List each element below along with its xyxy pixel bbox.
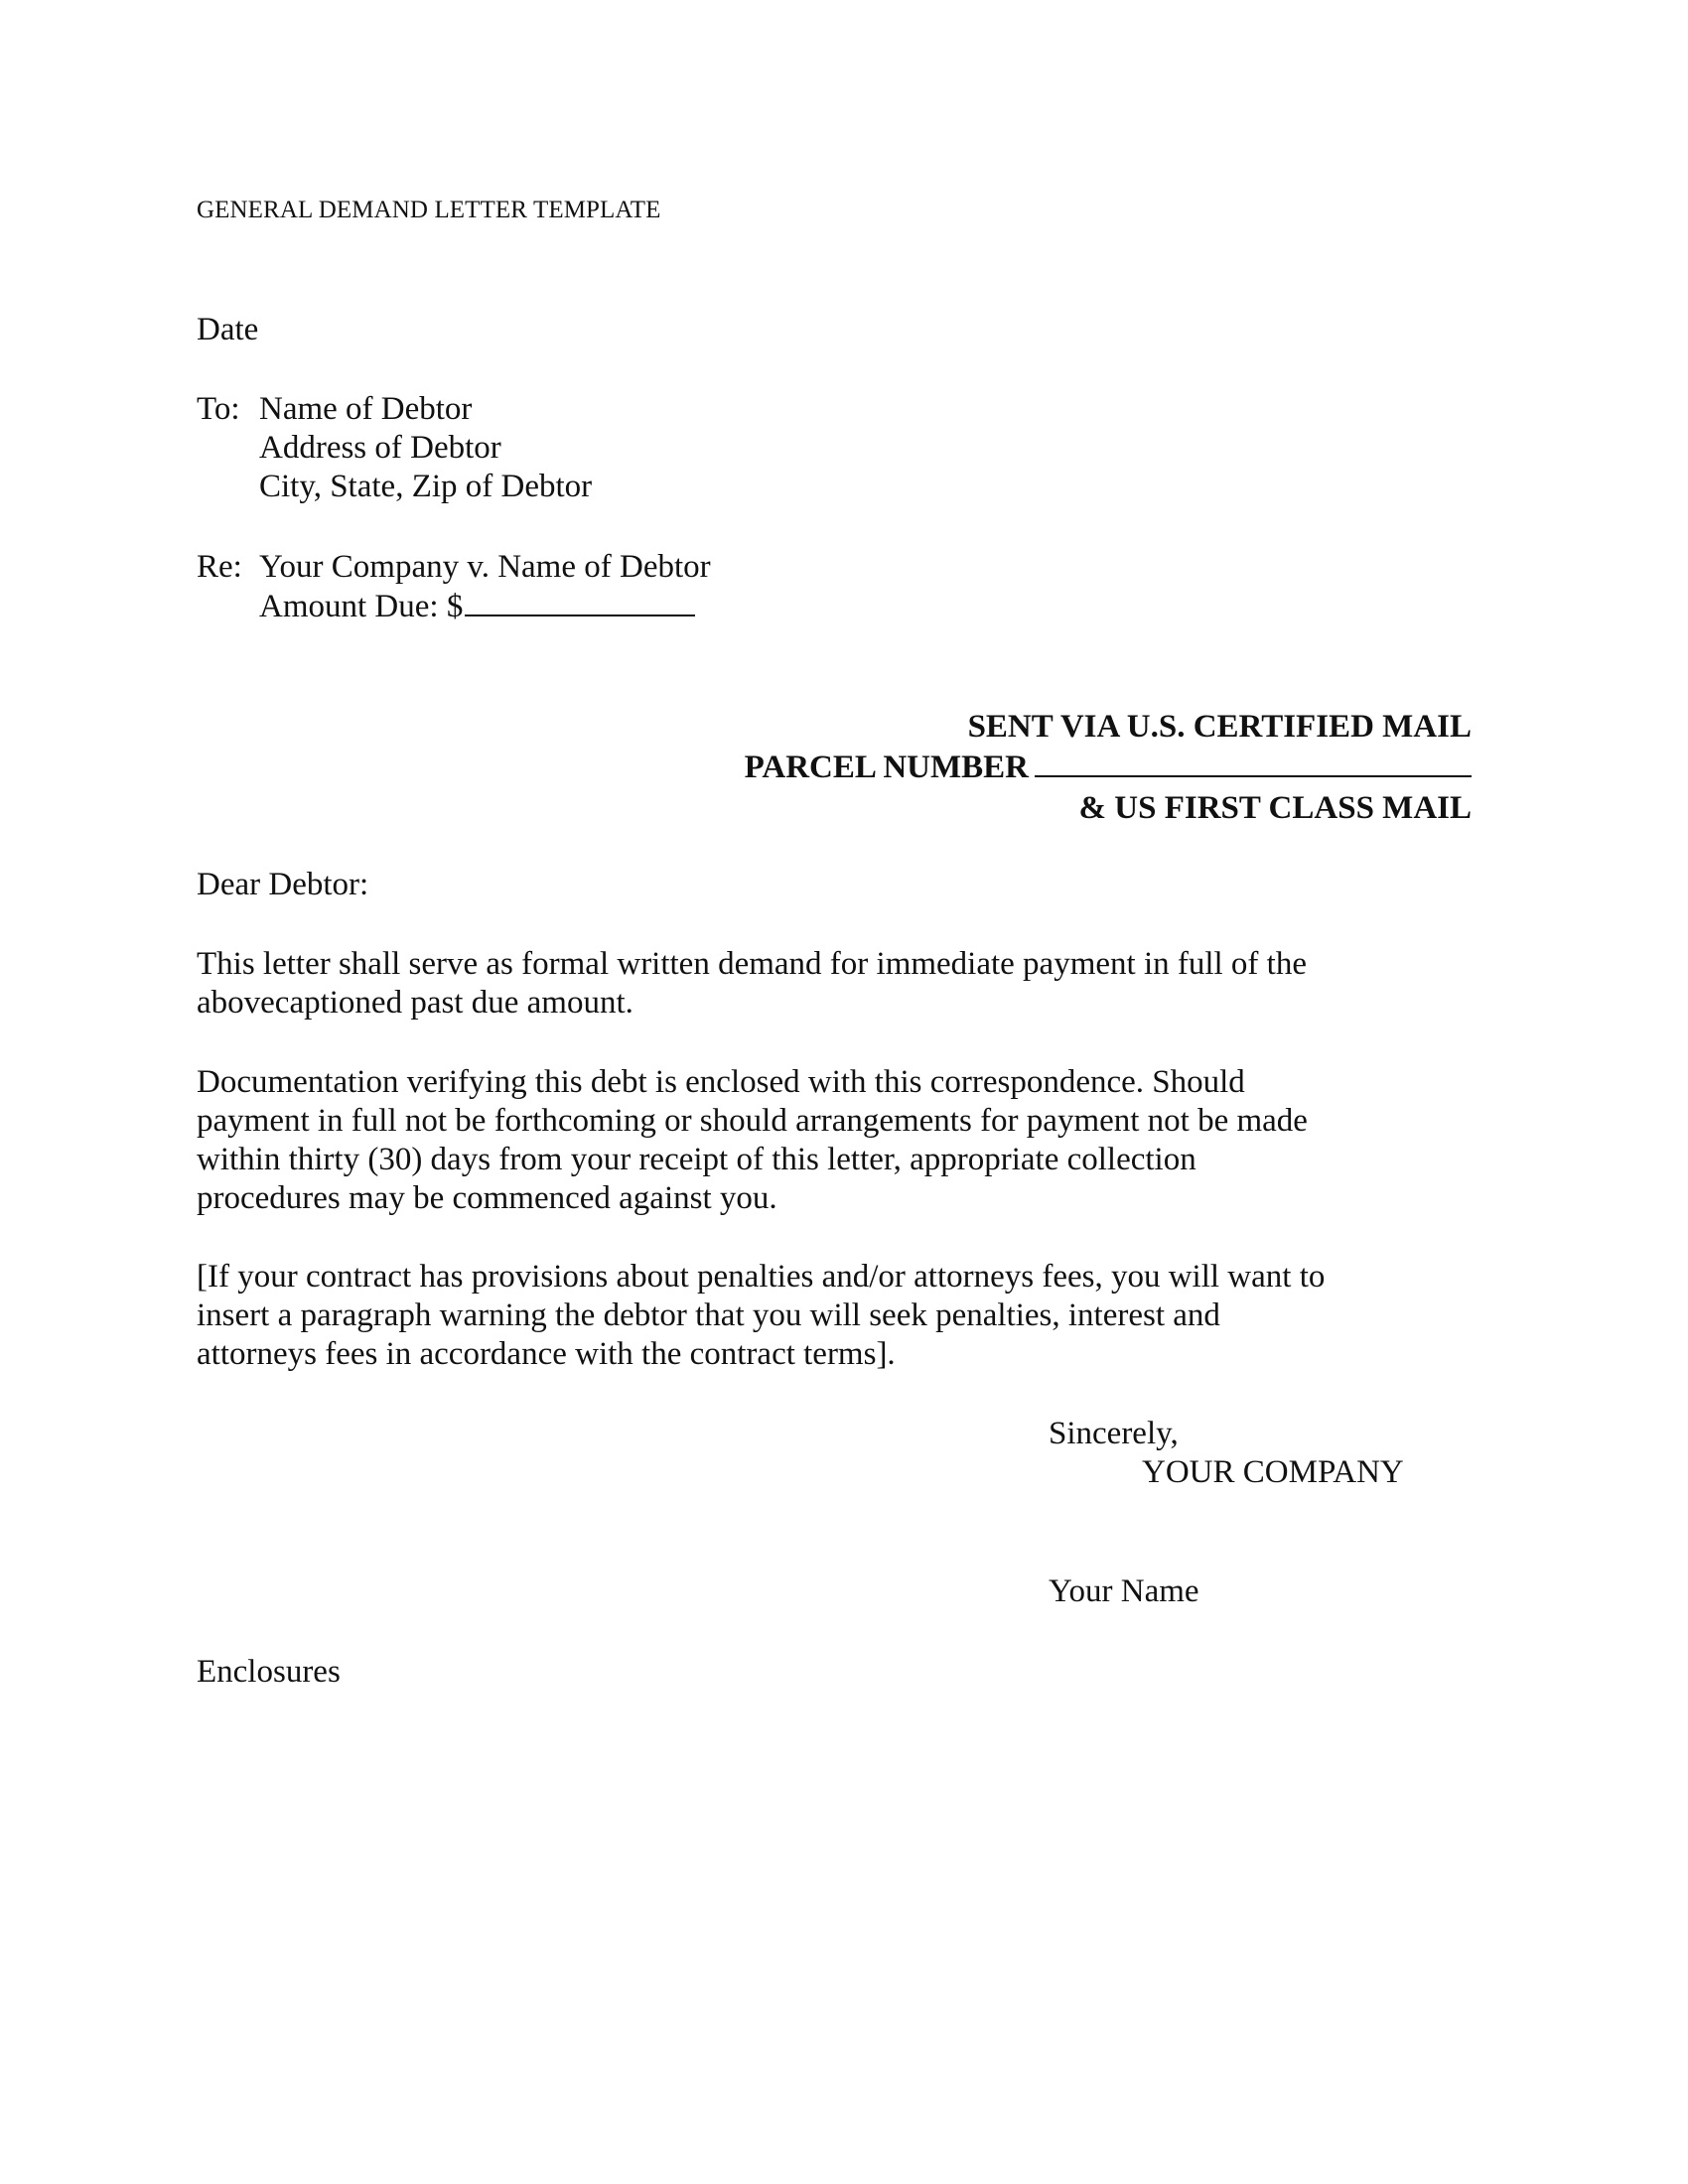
recipient-name: Name of Debtor xyxy=(259,391,473,427)
date-label: Date xyxy=(197,312,259,347)
enclosures-label: Enclosures xyxy=(197,1654,341,1690)
paragraph-line: procedures may be commenced against you. xyxy=(197,1180,777,1216)
recipient-city-line xyxy=(197,468,592,506)
reference-caption-line xyxy=(197,548,711,587)
paragraph-line: This letter shall serve as formal written demand for immediate payment in full of the xyxy=(197,946,1307,982)
amount-due-label: Amount Due: $ xyxy=(259,589,464,624)
reference-caption: Your Company v. Name of Debtor xyxy=(259,549,711,585)
certified-mail-line: SENT VIA U.S. CERTIFIED MAIL xyxy=(967,709,1472,745)
recipient-block xyxy=(197,390,592,506)
parcel-number-blank xyxy=(1035,748,1472,777)
salutation: Dear Debtor: xyxy=(197,867,369,902)
recipient-address-line xyxy=(197,429,592,468)
paragraph-line: within thirty (30) days from your receipt of this letter, appropriate collection xyxy=(197,1142,1196,1177)
reference-block xyxy=(197,548,711,625)
parcel-number-label: PARCEL NUMBER xyxy=(744,750,1029,785)
paragraph-line: Documentation verifying this debt is enclosed with this correspondence. Should xyxy=(197,1064,1245,1100)
amount-due-line xyxy=(197,587,711,625)
paragraph-penalties-note xyxy=(197,1258,1487,1374)
recipient-address: Address of Debtor xyxy=(259,430,501,466)
paragraph-demand xyxy=(197,945,1487,1023)
paragraph-line: abovecaptioned past due amount. xyxy=(197,985,633,1021)
re-prefix: Re: xyxy=(197,549,242,585)
paragraph-line: attorneys fees in accordance with the contract terms]. xyxy=(197,1336,896,1372)
paragraph-line: payment in full not be forthcoming or should arrangements for payment not be made xyxy=(197,1103,1308,1139)
signer-name: Your Name xyxy=(1049,1573,1199,1609)
recipient-city-state-zip: City, State, Zip of Debtor xyxy=(259,469,593,504)
to-prefix: To: xyxy=(197,391,240,427)
document-title: GENERAL DEMAND LETTER TEMPLATE xyxy=(197,197,661,223)
parcel-number-line xyxy=(745,748,1472,788)
closing-company: YOUR COMPANY xyxy=(1142,1454,1404,1490)
recipient-name-line xyxy=(197,390,592,429)
paragraph-line: insert a paragraph warning the debtor that you will seek penalties, interest and xyxy=(197,1297,1220,1333)
paragraph-documentation xyxy=(197,1063,1487,1218)
mailing-method-block xyxy=(745,707,1472,829)
first-class-mail-line: & US FIRST CLASS MAIL xyxy=(1078,790,1472,826)
closing-sincerely: Sincerely, xyxy=(1049,1416,1179,1451)
paragraph-line: [If your contract has provisions about penalties and/or attorneys fees, you will want to xyxy=(197,1259,1326,1295)
amount-due-blank xyxy=(465,587,695,616)
